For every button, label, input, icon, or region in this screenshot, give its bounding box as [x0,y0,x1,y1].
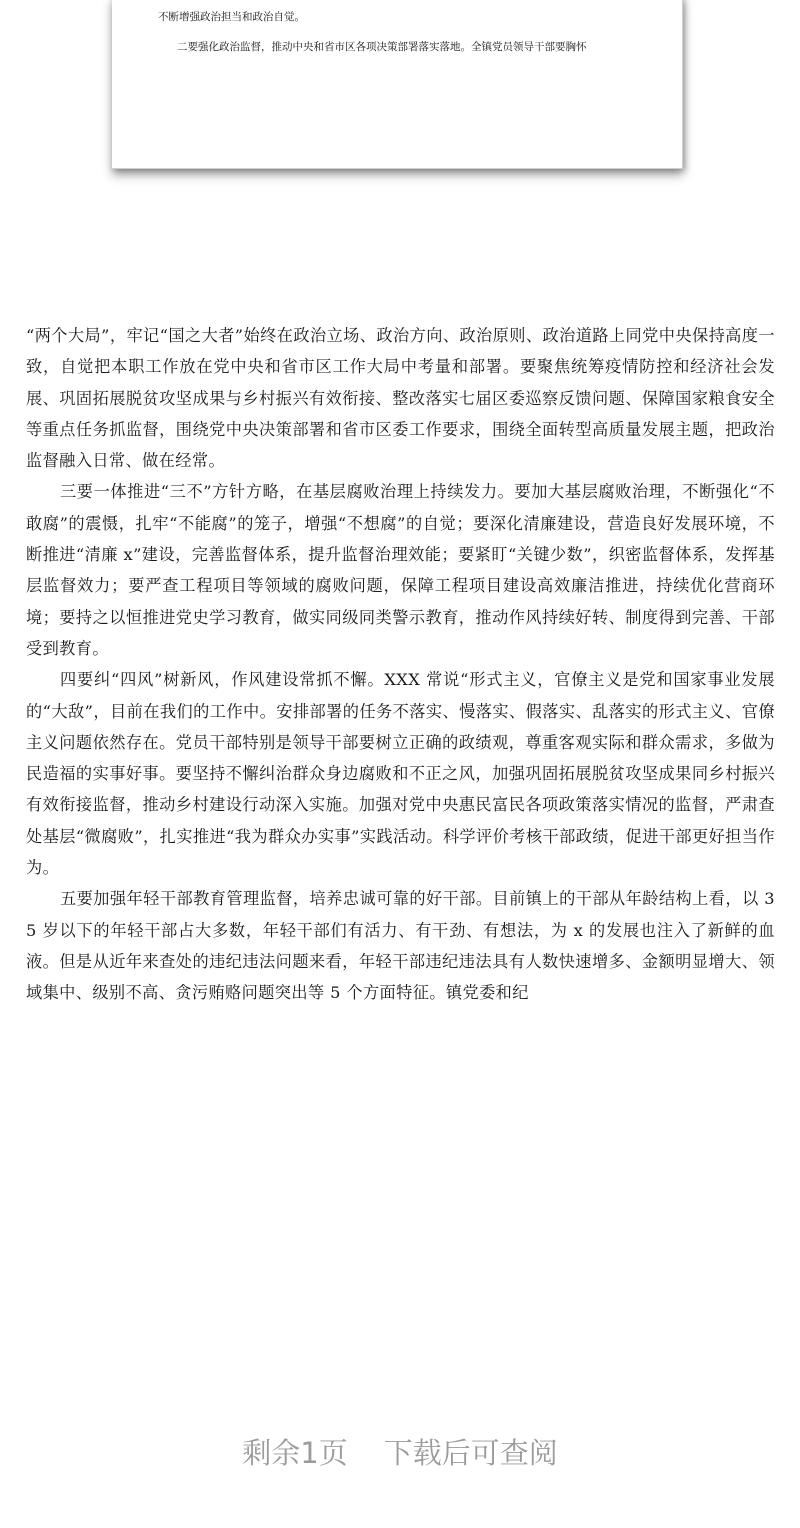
remaining-pages-label[interactable]: 剩余1页 [242,1435,348,1470]
download-to-view-label[interactable]: 下载后可查阅 [383,1435,558,1470]
remaining-pages-banner[interactable] [0,1426,800,1476]
preview-page-card [112,0,683,169]
paragraph-3: 四要纠“四风”树新风，作风建设常抓不懈。XXX 常说“形式主义，官僚主义是党和国家事业发展的“大敌”，目前在我们的工作中。安排部署的任务不落实、慢落实、假落实、乱落实的形式主义、官僚主义问题依然存在。党员干部特别是领导干部要树立正确的政绩观，尊重客观实际和群众需求，多做为民造福的实事好事。要坚持不懈纠治群众身边腐败和不正之风，加强巩固拓展脱贫攻坚成果同乡村振兴有效衔接监督，推动乡村建设行动深入实施。加强对党中央惠民富民各项政策落实情况的监督，严肃查处基层“微腐败”，扎实推进“我为群众办实事”实践活动。科学评价考核干部政绩，促进干部更好担当作为。 [26,670,775,878]
document-body [26,320,775,1009]
preview-line-1: 不断增强政治担当和政治自觉。 [158,11,305,23]
paragraph-1: “两个大局”，牢记“国之大者”始终在政治立场、政治方向、政治原则、政治道路上同党中央保持高度一致，自觉把本职工作放在党中央和省市区工作大局中考量和部署。要聚焦统筹疫情防控和经济社会发展、巩固拓展脱贫攻坚成果与乡村振兴有效衔接、整改落实七届区委巡察反馈问题、保障国家粮食安全等重点任务抓监督，围绕党中央决策部署和省市区委工作要求，围绕全面转型高质量发展主题，把政治监督融入日常、做在经常。 [26,326,775,471]
paragraph-4: 五要加强年轻干部教育管理监督，培养忠诚可靠的好干部。目前镇上的干部从年龄结构上看，以 35 岁以下的年轻干部占大多数，年轻干部们有活力、有干劲、有想法，为 x 的发展也注入了新鲜的血液。但是从近年来查处的违纪违法问题来看，年轻干部违纪违法具有人数快速增多、金额明显增大、领域集中、级别不高、贪污贿赂问题突出等 5 个方面特征。镇党委和纪 [26,889,775,1003]
paragraph-2: 三要一体推进“三不”方针方略，在基层腐败治理上持续发力。要加大基层腐败治理，不断强化“不敢腐”的震慑，扎牢“不能腐”的笼子，增强“不想腐”的自觉；要深化清廉建设，营造良好发展环境，不断推进“清廉 x”建设，完善监督体系，提升监督治理效能；要紧盯“关键少数”，织密监督体系，发挥基层监督效力；要严查工程项目等领域的腐败问题，保障工程项目建设高效廉洁推进，持续优化营商环境；要持之以恒推进党史学习教育，做实同级同类警示教育，推动作风持续好转、制度得到完善、干部受到教育。 [26,482,775,658]
preview-line-2: 二要强化政治监督，推动中央和省市区各项决策部署落实落地。全镇党员领导干部要胸怀 [177,41,587,53]
